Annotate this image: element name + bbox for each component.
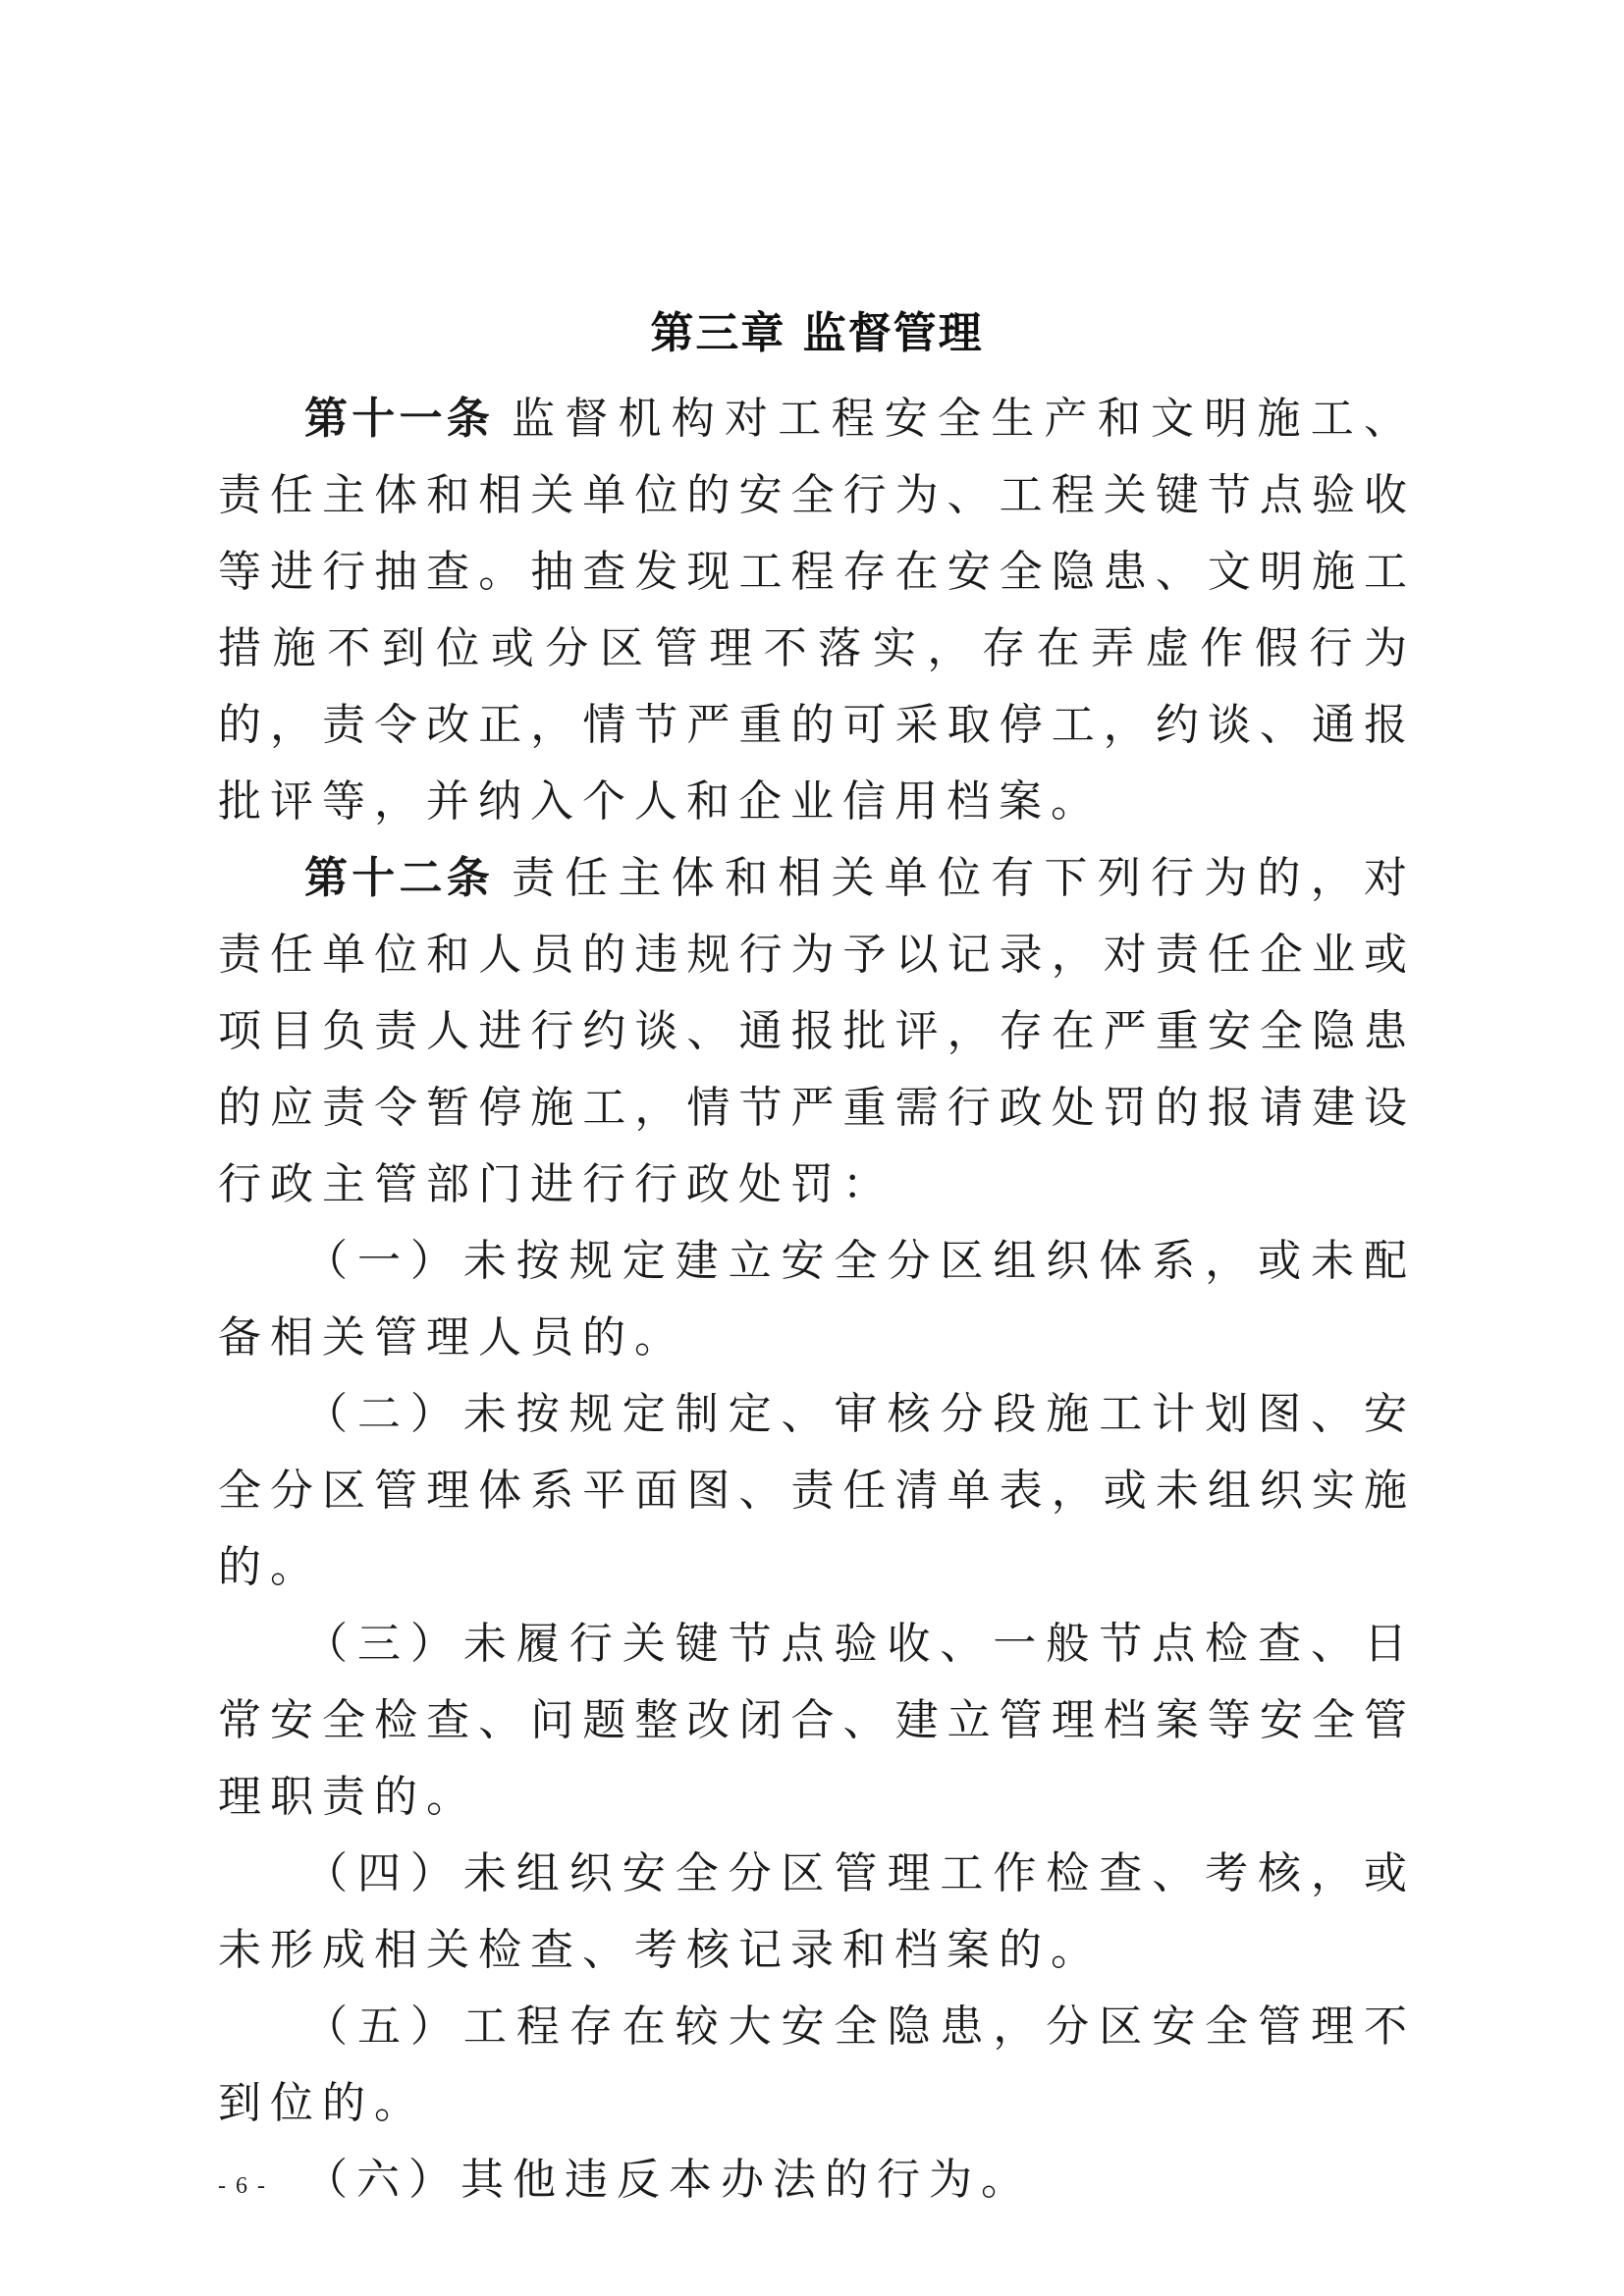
list-item: （二）未按规定制定、审核分段施工计划图、安全分区管理体系平面图、责任清单表，或未组织实施的。 [218,1389,1416,1592]
page-number: - 6 - [218,2173,267,2199]
list-item: （五）工程存在较大安全隐患，分区安全管理不到位的。 [218,2002,1416,2128]
article-text: 责任主体和相关单位有下列行为的，对责任单位和人员的违规行为予以记录，对责任企业或项目负责人进行约谈、通报批评，存在严重安全隐患的应责令暂停施工，情节严重需行政处罚的报请建设行政主管部门进行行政处罚： [218,853,1416,1209]
document-page [218,294,1416,2218]
article-12 [218,840,1416,1223]
article-11 [218,381,1416,840]
list-item: （三）未履行关键节点验收、一般节点检查、日常安全检查、问题整改闭合、建立管理档案等安全管理职责的。 [218,1619,1416,1822]
list-item: （一）未按规定建立安全分区组织体系，或未配备相关管理人员的。 [218,1236,1416,1362]
list-item: （四）未组织安全分区管理工作检查、考核，或未形成相关检查、考核记录和档案的。 [218,1848,1416,1975]
article-text: 监督机构对工程安全生产和文明施工、责任主体和相关单位的安全行为、工程关键节点验收等进行抽查。抽查发现工程存在安全隐患、文明施工措施不到位或分区管理不落实，存在弄虚作假行为的，责令改正，情节严重的可采取停工，约谈、通报批评等，并纳入个人和企业信用档案。 [218,394,1416,827]
list-item: （六）其他违反本办法的行为。 [304,2155,1033,2205]
article-number: 第十二条 [304,853,494,903]
chapter-title: 第三章 监督管理 [650,308,984,358]
article-number: 第十一条 [304,394,494,444]
